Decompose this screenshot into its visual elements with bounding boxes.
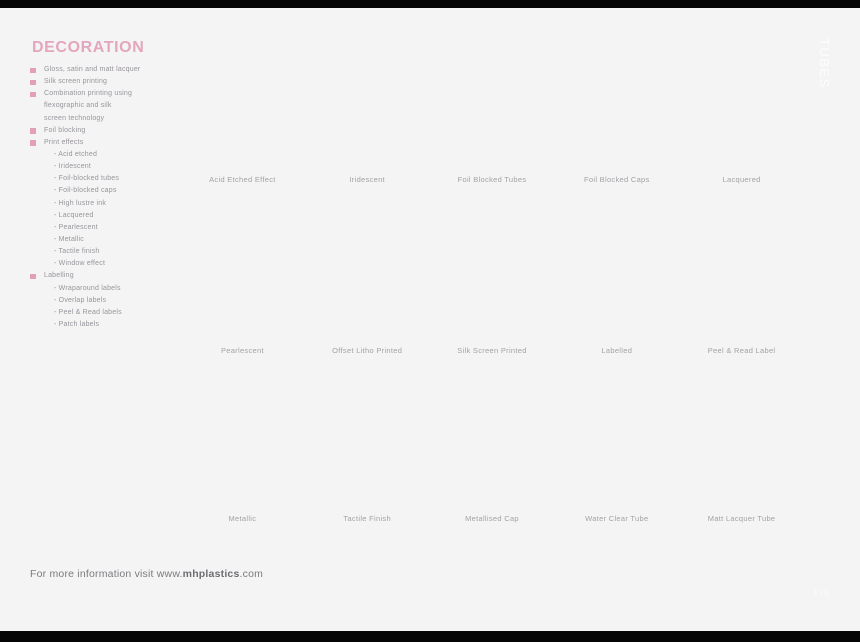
caption-row bbox=[180, 346, 804, 355]
feature-item-label: Combination printing using bbox=[44, 90, 133, 98]
feature-item-label: - Overlap labels bbox=[54, 296, 107, 304]
feature-item bbox=[30, 66, 205, 78]
feature-item-label: - Iridescent bbox=[54, 163, 92, 171]
feature-list bbox=[30, 66, 205, 333]
image-caption: Peel & Read Label bbox=[707, 346, 776, 355]
feature-item-label: Print effects bbox=[44, 138, 84, 146]
feature-item-label: - High lustre ink bbox=[54, 199, 107, 207]
footer-brand-name: mhplastics bbox=[182, 568, 240, 580]
image-caption: Lacquered bbox=[722, 175, 761, 184]
feature-item-label: Gloss, satin and matt lacquer bbox=[44, 66, 141, 73]
image-caption: Metallised Cap bbox=[465, 514, 519, 523]
feature-item bbox=[30, 236, 205, 248]
feature-item-label: - Patch labels bbox=[54, 320, 100, 328]
feature-item bbox=[30, 297, 205, 309]
bullet-square-icon bbox=[30, 128, 36, 134]
section-tab-label: TUBES bbox=[817, 38, 832, 89]
feature-item bbox=[30, 212, 205, 224]
feature-item-label: flexographic and silk bbox=[44, 102, 112, 110]
footer-info-text bbox=[30, 568, 263, 580]
image-caption: Tactile Finish bbox=[343, 514, 391, 523]
feature-item-label: - Wraparound labels bbox=[54, 284, 121, 292]
image-caption: Water Clear Tube bbox=[585, 514, 649, 523]
feature-item-label: - Lacquered bbox=[54, 211, 94, 219]
feature-item-label: Labelling bbox=[44, 272, 74, 280]
feature-item bbox=[30, 285, 205, 297]
page-number: 175 bbox=[813, 588, 830, 598]
feature-item-label: Foil blocking bbox=[44, 126, 86, 134]
feature-item bbox=[30, 151, 205, 163]
feature-item bbox=[30, 309, 205, 321]
feature-item bbox=[30, 321, 205, 333]
bullet-square-icon bbox=[30, 68, 36, 74]
caption-row bbox=[180, 175, 804, 184]
feature-item bbox=[30, 272, 205, 284]
bottom-letterbox-bar bbox=[0, 631, 860, 642]
feature-item-label: - Foil-blocked caps bbox=[54, 187, 117, 195]
image-caption: Acid Etched Effect bbox=[209, 175, 276, 184]
feature-item-label: screen technology bbox=[44, 114, 105, 122]
image-caption: Metallic bbox=[228, 514, 257, 523]
feature-item bbox=[30, 102, 205, 114]
image-caption: Labelled bbox=[601, 346, 633, 355]
feature-item bbox=[30, 175, 205, 187]
feature-item bbox=[30, 163, 205, 175]
feature-item-label: Silk screen printing bbox=[44, 78, 108, 86]
image-caption: Offset Litho Printed bbox=[332, 346, 403, 355]
feature-item bbox=[30, 127, 205, 139]
bullet-square-icon bbox=[30, 140, 36, 146]
feature-item bbox=[30, 224, 205, 236]
feature-item bbox=[30, 115, 205, 127]
feature-item bbox=[30, 187, 205, 199]
feature-item-label: - Tactile finish bbox=[54, 248, 100, 256]
image-caption: Pearlescent bbox=[220, 346, 264, 355]
image-caption: Silk Screen Printed bbox=[457, 346, 527, 355]
feature-item-label: - Peel & Read labels bbox=[54, 308, 122, 316]
image-caption: Foil Blocked Caps bbox=[584, 175, 650, 184]
feature-item-label: - Window effect bbox=[54, 260, 106, 268]
feature-item-label: - Acid etched bbox=[54, 150, 98, 158]
feature-item bbox=[30, 248, 205, 260]
caption-row bbox=[180, 514, 804, 523]
bullet-square-icon bbox=[30, 80, 36, 86]
footer-text-prefix: For more information visit www. bbox=[30, 568, 183, 580]
feature-item-label: - Foil-blocked tubes bbox=[54, 175, 120, 183]
top-letterbox-bar bbox=[0, 0, 860, 8]
feature-item bbox=[30, 200, 205, 212]
bullet-square-icon bbox=[30, 274, 36, 280]
feature-item bbox=[30, 78, 205, 90]
footer-text-suffix: .com bbox=[239, 568, 264, 580]
image-caption: Matt Lacquer Tube bbox=[707, 514, 776, 523]
image-caption: Iridescent bbox=[349, 175, 385, 184]
image-caption: Foil Blocked Tubes bbox=[457, 175, 527, 184]
page-title: DECORATION bbox=[32, 39, 145, 56]
feature-item bbox=[30, 90, 205, 102]
feature-item-label: - Metallic bbox=[54, 235, 85, 243]
feature-item bbox=[30, 260, 205, 272]
feature-item-label: - Pearlescent bbox=[54, 223, 98, 231]
feature-item bbox=[30, 139, 205, 151]
bullet-square-icon bbox=[30, 92, 36, 98]
